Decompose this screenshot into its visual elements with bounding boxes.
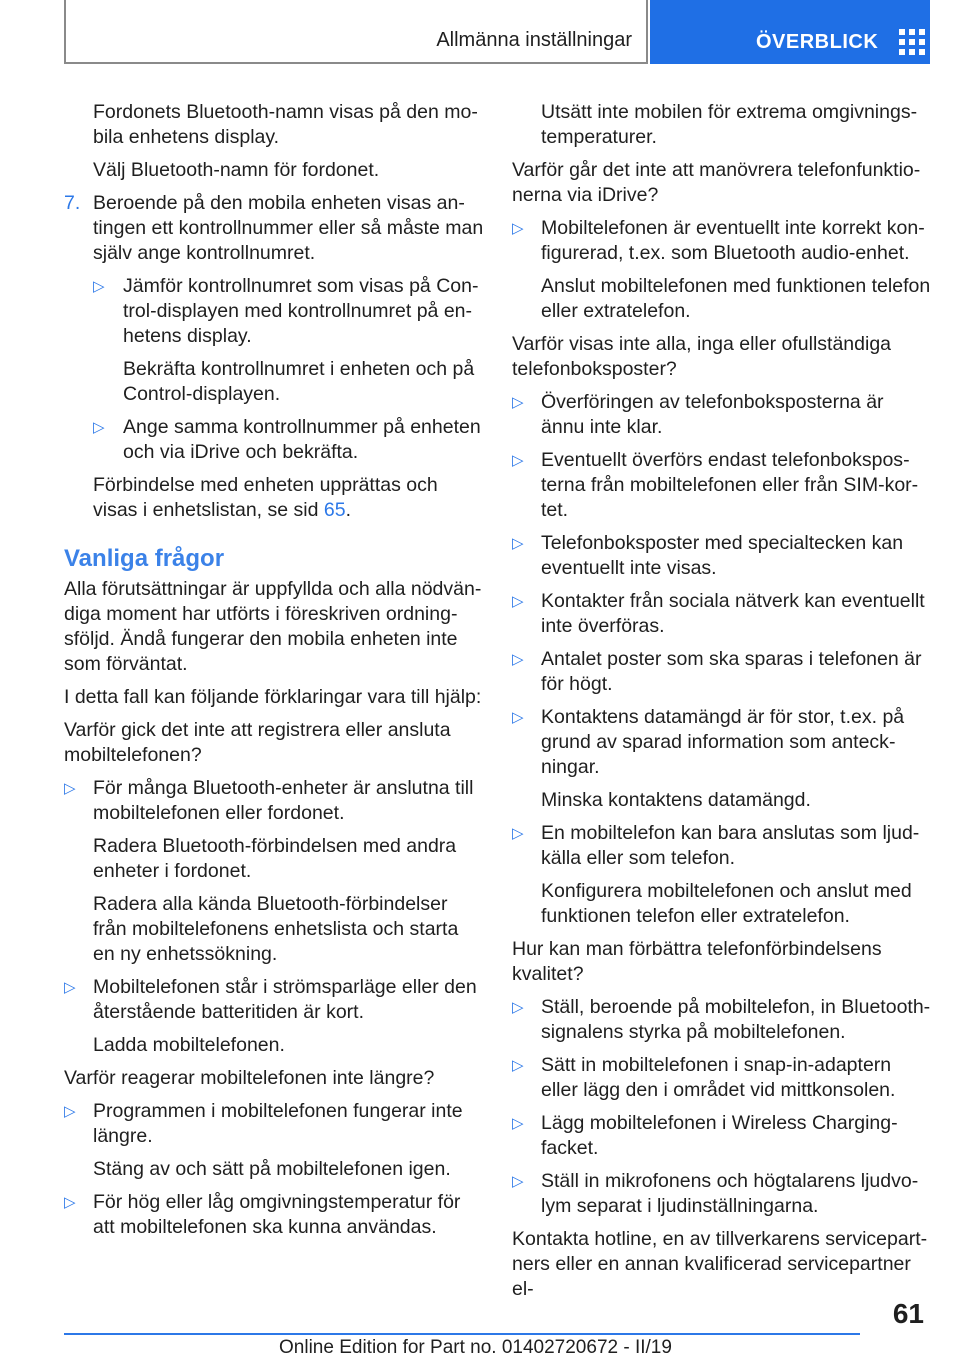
footer-divider xyxy=(64,1333,860,1335)
step-number: 7. xyxy=(64,192,81,214)
triangle-bullet-icon: ▷ xyxy=(512,1057,524,1074)
list-item: ▷ Eventuellt överförs endast telefonboksposterna från mobiltelefonen eller från SIM-kortet. xyxy=(512,449,919,521)
list-item: ▷ Jämför kontrollnumret som visas på Control-displayen med kontrollnumret på enhetens display. xyxy=(93,275,479,347)
paragraph: Radera Bluetooth-förbindelsen med andra enheter i fordonet. xyxy=(93,835,457,882)
paragraph: I detta fall kan följande förklaringar vara till hjälp: xyxy=(64,686,482,708)
triangle-bullet-icon: ▷ xyxy=(512,394,524,411)
triangle-bullet-icon: ▷ xyxy=(512,825,524,842)
question: Varför visas inte alla, inga eller ofullständiga telefonboksposter? xyxy=(512,333,892,380)
list-item: ▷ Programmen i mobiltelefonen fungerar inte längre. xyxy=(64,1100,463,1147)
list-item: ▷ För hög eller låg omgivningstemperatur för att mobiltelefonen ska kunna användas. xyxy=(64,1191,461,1238)
list-item: ▷ Telefonboksposter med specialtecken kan eventuellt inte visas. xyxy=(512,532,904,579)
step-text: Beroende på den mobila enheten visas antingen ett kontrollnummer eller så måste man själv ange kontrollnumret. xyxy=(93,192,484,264)
triangle-bullet-icon: ▷ xyxy=(512,535,524,552)
question: Varför går det inte att manövrera telefonfunktionerna via iDrive? xyxy=(512,159,921,206)
list-item: ▷ Antalet poster som ska sparas i telefonen är för högt. xyxy=(512,648,922,695)
paragraph: Anslut mobiltelefonen med funktionen telefon eller extratelefon. xyxy=(541,275,931,322)
step-item xyxy=(64,191,484,266)
paragraph: Ladda mobiltelefonen. xyxy=(93,1034,285,1056)
triangle-bullet-icon: ▷ xyxy=(512,651,524,668)
right-column xyxy=(512,100,932,1310)
list-item: ▷ Mobiltelefonen är eventuellt inte korrekt konfigurerad, t.ex. som Bluetooth audio-enhet. xyxy=(512,217,925,264)
triangle-bullet-icon: ▷ xyxy=(512,220,524,237)
section-heading: Vanliga frågor xyxy=(64,545,225,572)
triangle-bullet-icon: ▷ xyxy=(64,1194,76,1211)
overview-tab[interactable] xyxy=(650,0,930,64)
question: Varför gick det inte att registrera eller ansluta mobiltelefonen? xyxy=(64,719,451,766)
paragraph: Kontakta hotline, en av tillverkarens servicepartners eller en annan kvalificerad servicepartner el- xyxy=(512,1228,928,1300)
section-title: Allmänna inställningar xyxy=(436,29,632,51)
triangle-bullet-icon: ▷ xyxy=(64,1103,76,1120)
section-tab[interactable] xyxy=(64,0,648,64)
paragraph: Stäng av och sätt på mobiltelefonen igen. xyxy=(93,1158,451,1180)
page-header xyxy=(64,0,930,64)
list-item: ▷ En mobiltelefon kan bara anslutas som ljudkälla eller som telefon. xyxy=(512,822,920,869)
triangle-bullet-icon: ▷ xyxy=(512,452,524,469)
list-item: ▷ Överföringen av telefonboksposterna är ännu inte klar. xyxy=(512,391,884,438)
paragraph: Fordonets Bluetooth-namn visas på den mobila enhetens display. xyxy=(93,101,478,148)
triangle-bullet-icon: ▷ xyxy=(512,593,524,610)
list-item: ▷ Kontakter från sociala nätverk kan eventuellt inte överföras. xyxy=(512,590,925,637)
overview-label: ÖVERBLICK xyxy=(756,31,879,53)
list-item: ▷ Sätt in mobiltelefonen i snap-in-adaptern eller lägg den i området vid mittkonsolen. xyxy=(512,1054,896,1101)
triangle-bullet-icon: ▷ xyxy=(93,419,105,436)
list-item: ▷ För många Bluetooth-enheter är anslutna till mobiltelefonen eller fordonet. xyxy=(64,777,474,824)
list-item: ▷ Lägg mobiltelefonen i Wireless Charging-facket. xyxy=(512,1112,898,1159)
paragraph: Minska kontaktens datamängd. xyxy=(541,789,811,811)
paragraph: Välj Bluetooth-namn för fordonet. xyxy=(93,159,380,181)
triangle-bullet-icon: ▷ xyxy=(93,278,105,295)
list-item: ▷ Ställ, beroende på mobiltelefon, in Bluetooth-signalens styrka på mobiltelefonen. xyxy=(512,996,931,1043)
triangle-bullet-icon: ▷ xyxy=(512,1115,524,1132)
question: Hur kan man förbättra telefonförbindelsens kvalitet? xyxy=(512,938,882,985)
triangle-bullet-icon: ▷ xyxy=(64,979,76,996)
triangle-bullet-icon: ▷ xyxy=(512,1173,524,1190)
page-link[interactable]: 65 xyxy=(323,499,346,521)
list-item: ▷ Ange samma kontrollnummer på enheten och via iDrive och bekräfta. xyxy=(93,416,481,463)
list-item: ▷ Mobiltelefonen står i strömsparläge eller den återstående batteritiden är kort. xyxy=(64,976,477,1023)
list-item: ▷ Kontaktens datamängd är för stor, t.ex. på grund av sparad information som anteckningar. xyxy=(512,706,905,778)
paragraph: Utsätt inte mobilen för extrema omgivningstemperaturer. xyxy=(541,101,918,148)
paragraph: Förbindelse med enheten upprättas och visas i enhetslistan, se sid 65. xyxy=(93,474,438,521)
triangle-bullet-icon: ▷ xyxy=(512,709,524,726)
page-number: 61 xyxy=(892,1298,924,1329)
paragraph: Bekräfta kontrollnumret i enheten och på Control-displayen. xyxy=(123,358,475,405)
list-item: ▷ Ställ in mikrofonens och högtalarens ljudvolym separat i ljudinställningarna. xyxy=(512,1170,919,1217)
footer-text: Online Edition for Part no. 01402720672 - II/19 xyxy=(279,1337,672,1358)
grid-icon xyxy=(899,29,925,55)
triangle-bullet-icon: ▷ xyxy=(512,999,524,1016)
left-column xyxy=(64,100,484,1248)
paragraph: Alla förutsättningar är uppfyllda och alla nödvändiga moment har utförts i föreskriven ordningsföljd. Ändå fungerar den mobila enheten inte som förväntat. xyxy=(64,578,482,675)
paragraph: Radera alla kända Bluetooth-förbindelser från mobiltelefonens enhetslista och starta en ny enhetssökning. xyxy=(93,893,459,965)
paragraph: Konfigurera mobiltelefonen och anslut med funktionen telefon eller extratelefon. xyxy=(541,880,912,927)
triangle-bullet-icon: ▷ xyxy=(64,780,76,797)
question: Varför reagerar mobiltelefonen inte längre? xyxy=(64,1067,435,1089)
